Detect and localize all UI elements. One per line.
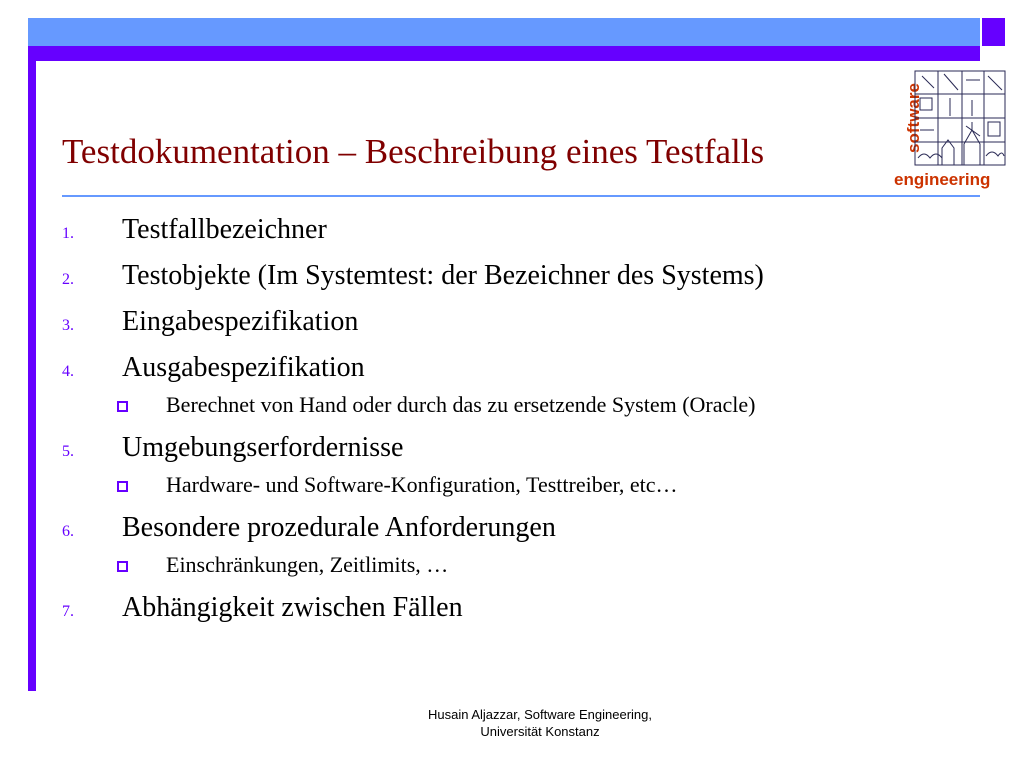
square-bullet-icon	[117, 401, 128, 412]
software-engineering-logo	[893, 70, 1008, 190]
logo-word-software: software	[904, 83, 923, 153]
list-item-number: 3.	[62, 317, 74, 334]
sub-list-item-label: Berechnet von Hand oder durch das zu ersetzende System (Oracle)	[166, 392, 756, 417]
list-item	[62, 512, 992, 544]
list-item-number: 2.	[62, 271, 74, 288]
top-accent-bar-light	[28, 18, 980, 46]
sub-list-item-label: Hardware- und Software-Konfiguration, Testtreiber, etc…	[166, 472, 678, 497]
list-item-number: 5.	[62, 443, 74, 460]
list-item-number: 7.	[62, 603, 74, 620]
footer-line-institution: Universität Konstanz	[480, 724, 600, 739]
title-divider	[62, 195, 980, 197]
slide-body	[62, 214, 992, 638]
corner-accent-square	[982, 18, 1005, 46]
list-item	[62, 260, 992, 292]
sub-list-item	[117, 552, 992, 578]
list-item-number: 1.	[62, 225, 74, 242]
list-item-number: 6.	[62, 523, 74, 540]
left-accent-bar	[28, 61, 36, 691]
square-bullet-icon	[117, 481, 128, 492]
sub-list-item-label: Einschränkungen, Zeitlimits, …	[166, 552, 449, 577]
cathedral-grid-icon	[914, 70, 1006, 166]
list-item-label: Testobjekte (Im Systemtest: der Bezeichner des Systems)	[122, 260, 764, 291]
top-accent-bar-dark	[28, 46, 980, 61]
sub-list-item	[117, 472, 992, 498]
list-item	[62, 306, 992, 338]
list-item-label: Ausgabespezifikation	[122, 352, 365, 383]
list-item-label: Testfallbezeichner	[122, 214, 327, 245]
logo-word-engineering: engineering	[894, 170, 991, 189]
sub-list-item	[117, 392, 992, 418]
slide-footer	[345, 706, 735, 740]
footer-line-author: Husain Aljazzar, Software Engineering,	[427, 707, 652, 722]
list-item-label: Eingabespezifikation	[122, 306, 359, 337]
square-bullet-icon	[117, 561, 128, 572]
list-item-label: Abhängigkeit zwischen Fällen	[122, 592, 463, 623]
list-item	[62, 592, 992, 624]
slide-title: Testdokumentation – Beschreibung eines Testfalls	[62, 132, 765, 171]
list-item-label: Umgebungserfordernisse	[122, 432, 404, 463]
list-item-number: 4.	[62, 363, 74, 380]
list-item	[62, 432, 992, 464]
list-item	[62, 214, 992, 246]
list-item-label: Besondere prozedurale Anforderungen	[122, 512, 556, 543]
list-item	[62, 352, 992, 384]
